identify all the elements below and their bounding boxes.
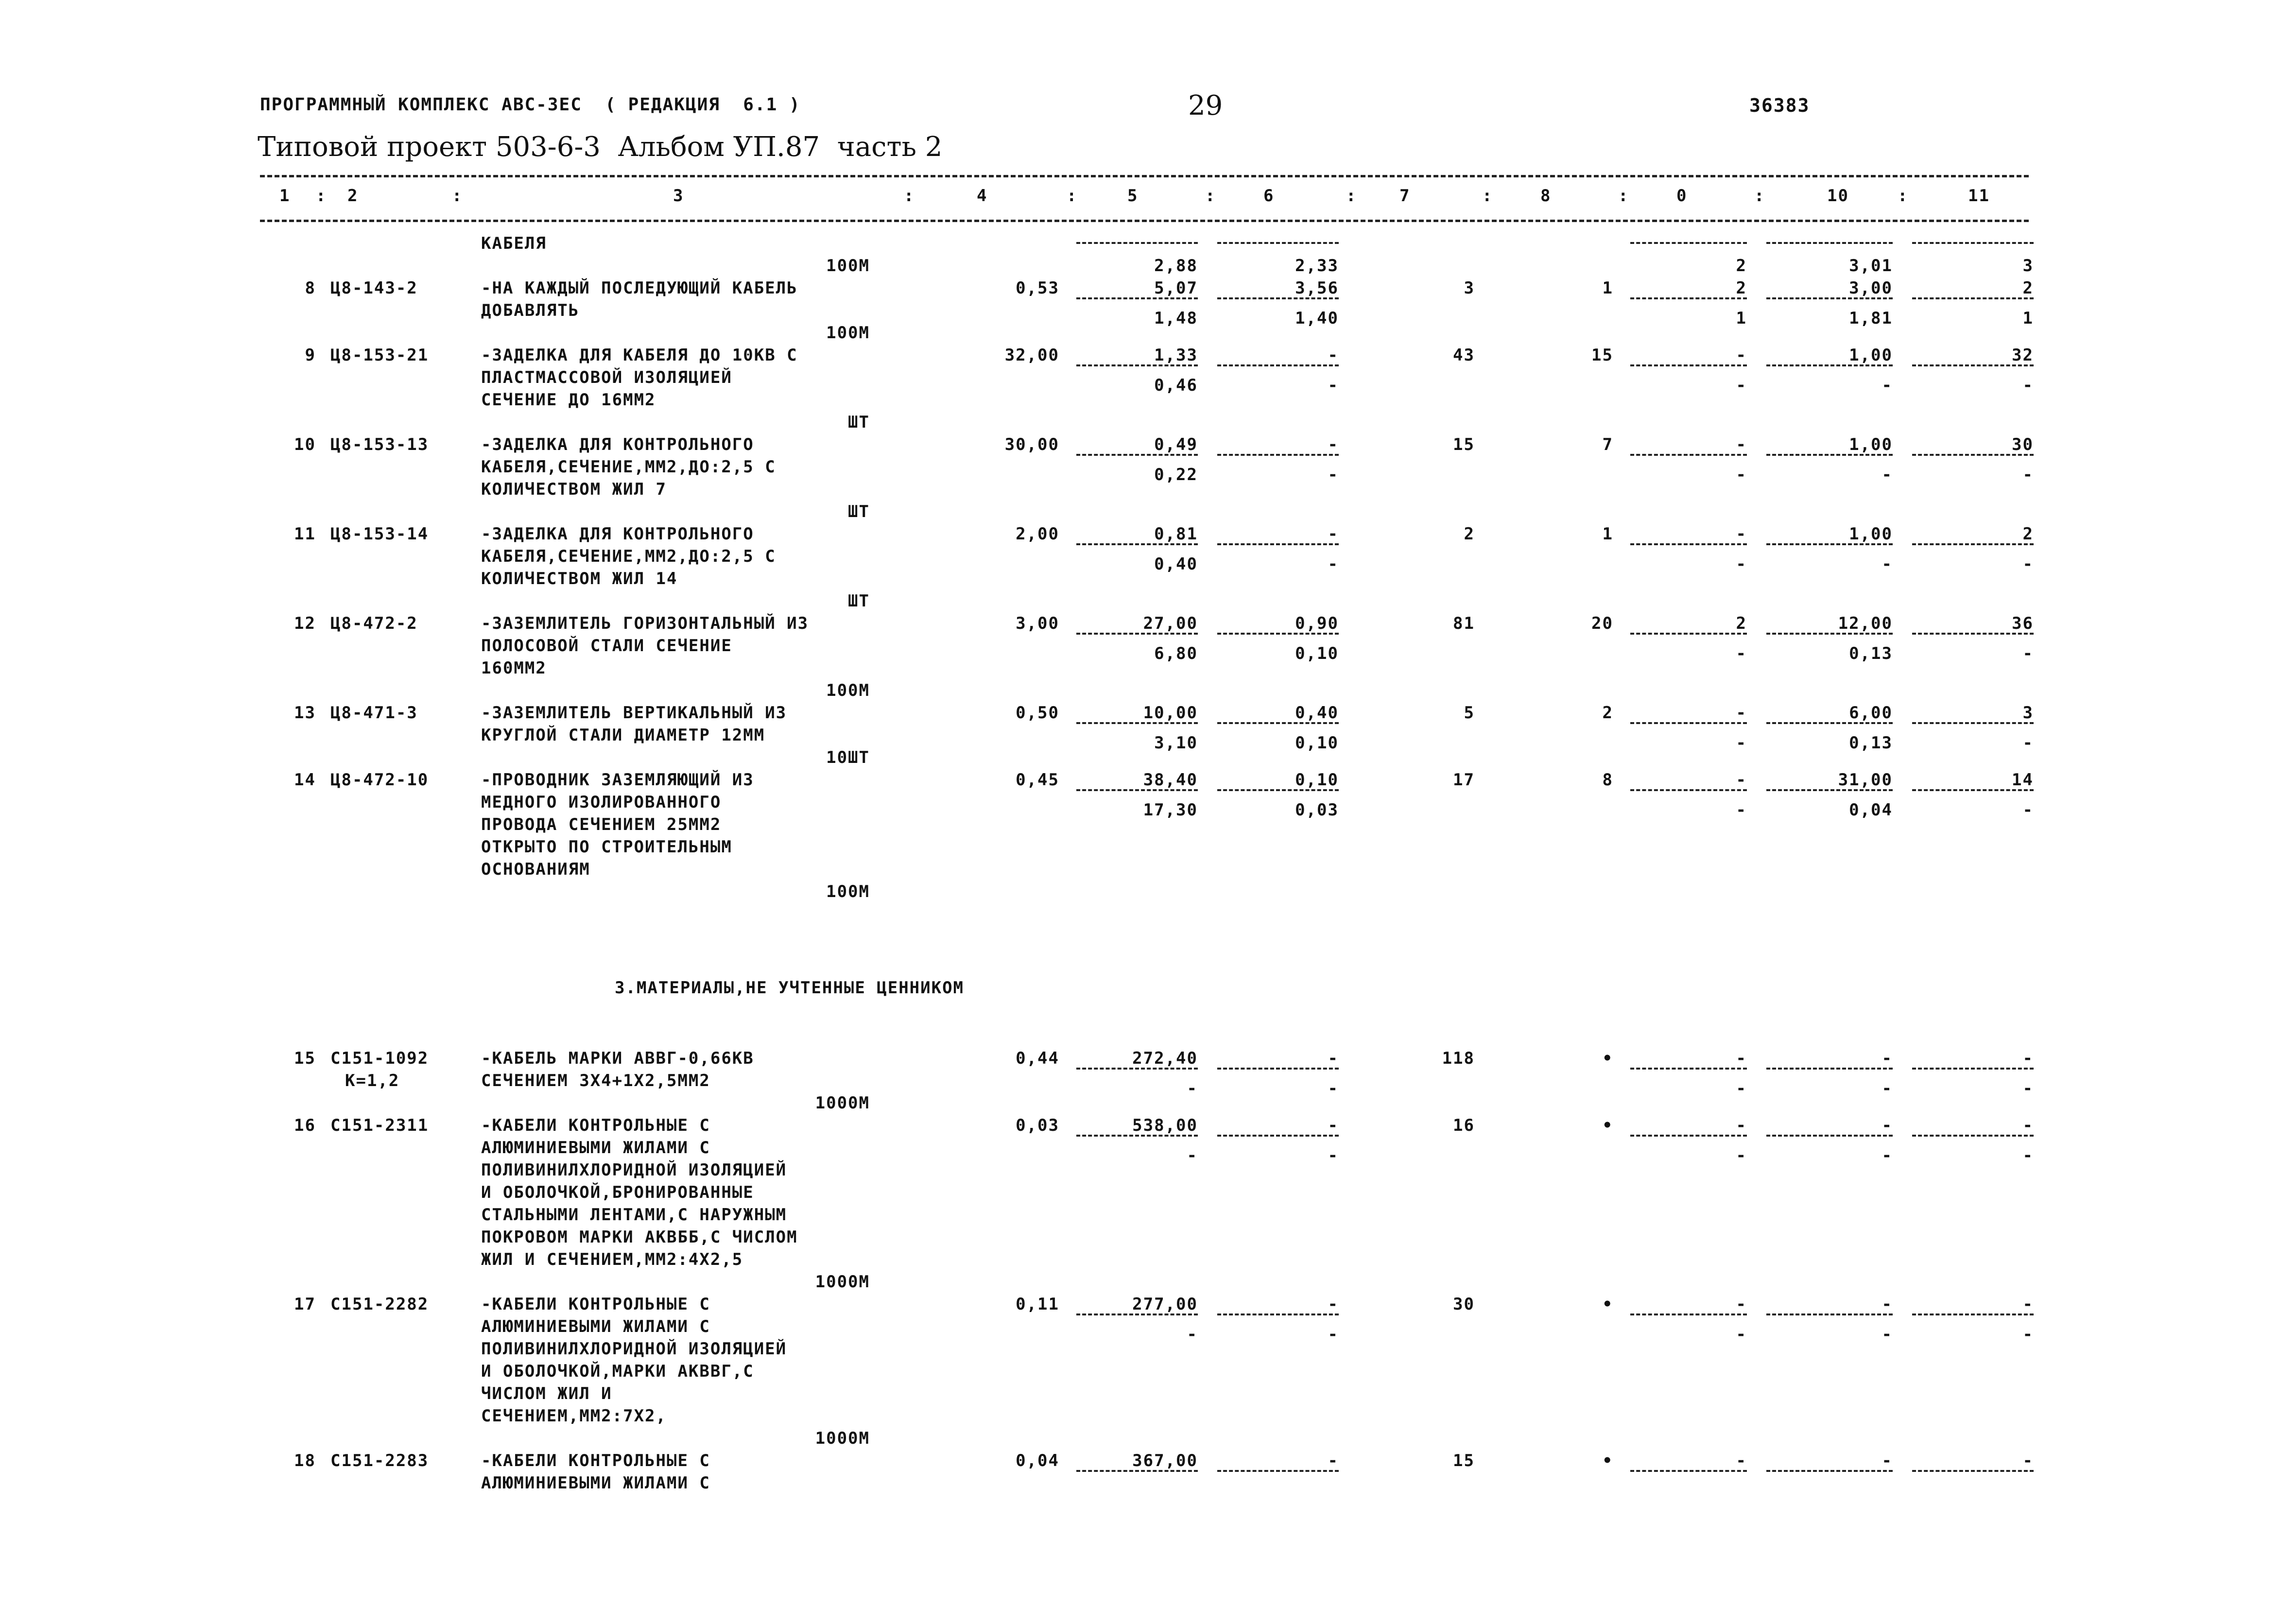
- cell-c11: -: [2022, 465, 2034, 485]
- row-description: СЕЧЕНИЕМ,ММ2:7Х2,: [481, 1406, 667, 1426]
- cell-c7: 2: [1464, 524, 1475, 544]
- row-description: -КАБЕЛЬ МАРКИ АВВГ-0,66КВ: [481, 1049, 754, 1068]
- row-description: МЕДНОГО ИЗОЛИРОВАННОГО: [481, 793, 722, 812]
- cell-separator: [1912, 633, 2034, 635]
- cell-c5: 27,00: [1143, 614, 1198, 633]
- cell-separator: [1766, 242, 1893, 244]
- cell-c8: 20: [1591, 614, 1613, 633]
- cell-c8: •: [1602, 1451, 1613, 1470]
- cell-c6: -: [1328, 1295, 1339, 1314]
- cell-c6: -: [1328, 1451, 1339, 1470]
- cell-c4: 30,00: [1004, 435, 1059, 454]
- cell-c6: 3,56: [1295, 278, 1339, 298]
- cell-c11: -: [2022, 644, 2034, 664]
- column-separator: :: [1618, 186, 1629, 206]
- row-description: -ЗАДЕЛКА ДЛЯ КОНТРОЛЬНОГО: [481, 524, 754, 544]
- row-code: Ц8-153-21: [330, 346, 429, 365]
- column-separator: :: [1482, 186, 1493, 206]
- cell-c8: 1: [1602, 524, 1613, 544]
- cell-separator: [1912, 364, 2034, 366]
- cell-separator: [1217, 242, 1339, 244]
- cell-c0: -: [1736, 770, 1747, 790]
- cell-c11: 32: [2012, 346, 2034, 365]
- row-number: 17: [294, 1295, 316, 1314]
- cell-c7: 5: [1464, 703, 1475, 723]
- cell-c4: 2,00: [1016, 524, 1059, 544]
- cell-c0: -: [1736, 1295, 1747, 1314]
- cell-c0: -: [1736, 346, 1747, 365]
- cell-separator: [1217, 633, 1339, 635]
- cell-c10: -: [1882, 1049, 1893, 1068]
- cell-c5: 2,88: [1154, 256, 1198, 276]
- cell-c10: -: [1882, 376, 1893, 396]
- row-code: С151-2311: [330, 1116, 429, 1135]
- cell-c10: 3,00: [1849, 278, 1893, 298]
- row-number: 11: [294, 524, 316, 544]
- cell-separator: [1217, 1470, 1339, 1472]
- cell-c11: -: [2022, 554, 2034, 574]
- cell-separator: [1217, 454, 1339, 456]
- cell-c10: -: [1882, 1325, 1893, 1345]
- cell-c11: -: [2022, 1116, 2034, 1135]
- cell-c4: 0,03: [1016, 1116, 1059, 1135]
- cell-c7: 16: [1453, 1116, 1475, 1135]
- cell-c4: 0,11: [1016, 1295, 1059, 1314]
- cell-separator: [1912, 1068, 2034, 1070]
- cell-separator: [1217, 1068, 1339, 1070]
- row-unit: 1000М: [815, 1093, 870, 1113]
- project-title: Типовой проект 503-6-3 Альбом УП.87 часть 2: [258, 131, 943, 163]
- cell-c11: -: [2022, 800, 2034, 820]
- column-number: 3: [673, 186, 684, 206]
- row-description: КАБЕЛЯ,СЕЧЕНИЕ,ММ2,ДО:2,5 С: [481, 457, 776, 477]
- cell-c0: 2: [1736, 278, 1747, 298]
- cell-separator: [1217, 297, 1339, 299]
- column-number: 5: [1127, 186, 1139, 206]
- row-unit: 100М: [826, 882, 870, 901]
- row-code: Ц8-471-3: [330, 703, 418, 723]
- cell-c10: 3,01: [1849, 256, 1893, 276]
- cell-c7: 3: [1464, 278, 1475, 298]
- row-unit: ШТ: [848, 413, 870, 432]
- row-unit: ШТ: [848, 591, 870, 611]
- row-description: КАБЕЛЯ,СЕЧЕНИЕ,ММ2,ДО:2,5 С: [481, 547, 776, 566]
- row-number: 9: [305, 346, 316, 365]
- cell-c5: 6,80: [1154, 644, 1198, 664]
- cell-c5: 277,00: [1132, 1295, 1198, 1314]
- cell-c5: 3,10: [1154, 733, 1198, 753]
- row-description: -ПРОВОДНИК ЗАЗЕМЛЯЮЩИЙ ИЗ: [481, 770, 754, 790]
- cell-c6: -: [1328, 554, 1339, 574]
- row-code: Ц8-472-2: [330, 614, 418, 633]
- row-description: ЖИЛ И СЕЧЕНИЕМ,ММ2:4Х2,5: [481, 1250, 743, 1269]
- cell-c4: 32,00: [1004, 346, 1059, 365]
- row-unit: 100М: [826, 256, 870, 276]
- cell-c10: 0,13: [1849, 733, 1893, 753]
- cell-c11: -: [2022, 1295, 2034, 1314]
- cell-c0: 2: [1736, 256, 1747, 276]
- row-description: -КАБЕЛИ КОНТРОЛЬНЫЕ С: [481, 1116, 710, 1135]
- row-description: ПОЛИВИНИЛХЛОРИДНОЙ ИЗОЛЯЦИЕЙ: [481, 1339, 787, 1359]
- row-description: СЕЧЕНИЕМ 3Х4+1Х2,5ММ2: [481, 1071, 710, 1090]
- cell-c8: •: [1602, 1049, 1613, 1068]
- cell-c6: 0,10: [1295, 770, 1339, 790]
- cell-c0: -: [1736, 703, 1747, 723]
- row-description: ПОЛИВИНИЛХЛОРИДНОЙ ИЗОЛЯЦИЕЙ: [481, 1160, 787, 1180]
- column-number: 6: [1263, 186, 1275, 206]
- cell-c7: 43: [1453, 346, 1475, 365]
- cell-c8: 1: [1602, 278, 1613, 298]
- cell-c6: -: [1328, 524, 1339, 544]
- cell-c6: 0,03: [1295, 800, 1339, 820]
- cell-c11: 3: [2022, 256, 2034, 276]
- cell-separator: [1076, 242, 1198, 244]
- cell-c0: -: [1736, 1079, 1747, 1099]
- row-description: И ОБОЛОЧКОЙ,МАРКИ АКВВГ,С: [481, 1362, 754, 1381]
- document-code: 36383: [1749, 95, 1810, 116]
- column-number: 0: [1676, 186, 1688, 206]
- cell-c6: 0,10: [1295, 733, 1339, 753]
- cell-c5: 0,40: [1154, 554, 1198, 574]
- cell-separator: [1912, 297, 2034, 299]
- cell-c10: -: [1882, 1116, 1893, 1135]
- row-unit: 10ШТ: [826, 748, 870, 767]
- row-description: -ЗАДЕЛКА ДЛЯ КАБЕЛЯ ДО 10КВ С: [481, 346, 798, 365]
- cell-separator: [1912, 1135, 2034, 1137]
- cell-c5: 272,40: [1132, 1049, 1198, 1068]
- row-description: ПОЛОСОВОЙ СТАЛИ СЕЧЕНИЕ: [481, 636, 732, 656]
- cell-c10: -: [1882, 1146, 1893, 1166]
- row-description: -НА КАЖДЫЙ ПОСЛЕДУЮЩИЙ КАБЕЛЬ: [481, 278, 798, 298]
- row-description: ЧИСЛОМ ЖИЛ И: [481, 1384, 612, 1403]
- column-separator: :: [1346, 186, 1357, 206]
- row-code: Ц8-153-13: [330, 435, 429, 454]
- row-description: И ОБОЛОЧКОЙ,БРОНИРОВАННЫЕ: [481, 1183, 754, 1202]
- row-description: -ЗАЗЕМЛИТЕЛЬ ВЕРТИКАЛЬНЫЙ ИЗ: [481, 703, 787, 723]
- row-code: С151-1092: [330, 1049, 429, 1068]
- row-description: -КАБЕЛИ КОНТРОЛЬНЫЕ С: [481, 1295, 710, 1314]
- cell-c5: 5,07: [1154, 278, 1198, 298]
- cell-c0: -: [1736, 733, 1747, 753]
- row-unit: 100М: [826, 323, 870, 343]
- cell-c7: 118: [1442, 1049, 1475, 1068]
- cell-c7: 30: [1453, 1295, 1475, 1314]
- cell-c8: •: [1602, 1295, 1613, 1314]
- cell-c6: -: [1328, 1049, 1339, 1068]
- cell-c11: -: [2022, 1451, 2034, 1470]
- cell-c5: 1,48: [1154, 309, 1198, 328]
- cell-separator: [1912, 1470, 2034, 1472]
- cell-c6: 0,10: [1295, 644, 1339, 664]
- cell-separator: [1217, 789, 1339, 791]
- row-description: 160ММ2: [481, 658, 547, 678]
- cell-c10: -: [1882, 465, 1893, 485]
- cell-c10: 6,00: [1849, 703, 1893, 723]
- cell-c0: -: [1736, 1325, 1747, 1345]
- cell-c11: 36: [2012, 614, 2034, 633]
- row-description: АЛЮМИНИЕВЫМИ ЖИЛАМИ С: [481, 1317, 710, 1336]
- cell-c5: 538,00: [1132, 1116, 1198, 1135]
- cell-c10: 0,13: [1849, 644, 1893, 664]
- row-unit: 1000М: [815, 1272, 870, 1292]
- cell-c11: -: [2022, 1079, 2034, 1099]
- row-description: -ЗАЗЕМЛИТЕЛЬ ГОРИЗОНТАЛЬНЫЙ ИЗ: [481, 614, 809, 633]
- cell-c6: -: [1328, 1079, 1339, 1099]
- row-description: -ЗАДЕЛКА ДЛЯ КОНТРОЛЬНОГО: [481, 435, 754, 454]
- column-number: 4: [977, 186, 988, 206]
- row-description: КОЛИЧЕСТВОМ ЖИЛ 14: [481, 569, 678, 588]
- row-description: ОСНОВАНИЯМ: [481, 860, 590, 879]
- row-code: Ц8-143-2: [330, 278, 418, 298]
- cell-c11: -: [2022, 733, 2034, 753]
- row-code: Ц8-472-10: [330, 770, 429, 790]
- cell-c10: 1,00: [1849, 524, 1893, 544]
- cell-c6: 0,40: [1295, 703, 1339, 723]
- cell-c4: 0,45: [1016, 770, 1059, 790]
- cell-c5: 10,00: [1143, 703, 1198, 723]
- cell-c6: 0,90: [1295, 614, 1339, 633]
- cell-separator: [1912, 722, 2034, 724]
- row-description: -КАБЕЛИ КОНТРОЛЬНЫЕ С: [481, 1451, 710, 1470]
- row-number: 15: [294, 1049, 316, 1068]
- cell-c8: •: [1602, 1116, 1613, 1135]
- row-number: 12: [294, 614, 316, 633]
- row-code: Ц8-153-14: [330, 524, 429, 544]
- row-code: С151-2283: [330, 1451, 429, 1470]
- row-description: КОЛИЧЕСТВОМ ЖИЛ 7: [481, 480, 667, 499]
- row-unit: 100М: [826, 681, 870, 700]
- row-description: СЕЧЕНИЕ ДО 16ММ2: [481, 390, 656, 410]
- cell-c11: 14: [2012, 770, 2034, 790]
- row-number: 8: [305, 278, 316, 298]
- cell-c0: -: [1736, 376, 1747, 396]
- cell-c4: 0,04: [1016, 1451, 1059, 1470]
- cell-c10: -: [1882, 1295, 1893, 1314]
- cell-c7: 17: [1453, 770, 1475, 790]
- column-number: 2: [347, 186, 359, 206]
- cell-c6: -: [1328, 465, 1339, 485]
- cell-c4: 0,50: [1016, 703, 1059, 723]
- cell-separator: [1912, 1313, 2034, 1315]
- cell-c5: 367,00: [1132, 1451, 1198, 1470]
- cell-c4: 0,44: [1016, 1049, 1059, 1068]
- cell-separator: [1217, 543, 1339, 545]
- row-code: С151-2282: [330, 1295, 429, 1314]
- row-number: 18: [294, 1451, 316, 1470]
- column-separator: :: [316, 186, 327, 206]
- cell-c6: -: [1328, 1146, 1339, 1166]
- cell-c0: -: [1736, 644, 1747, 664]
- cell-c10: -: [1882, 554, 1893, 574]
- cell-c11: 2: [2022, 524, 2034, 544]
- cell-c10: 1,00: [1849, 346, 1893, 365]
- cell-separator: [1912, 543, 2034, 545]
- row-number: 14: [294, 770, 316, 790]
- row-unit: ШТ: [848, 502, 870, 521]
- cell-c5: 0,81: [1154, 524, 1198, 544]
- program-title: ПРОГРАММНЫЙ КОМПЛЕКС АВС-3ЕС ( РЕДАКЦИЯ 6.1 ): [260, 95, 801, 115]
- row-code-coef: К=1,2: [345, 1071, 400, 1090]
- cell-c10: 0,04: [1849, 800, 1893, 820]
- cell-c7: 81: [1453, 614, 1475, 633]
- cell-c4: 3,00: [1016, 614, 1059, 633]
- column-separator: :: [904, 186, 915, 206]
- row-description: АЛЮМИНИЕВЫМИ ЖИЛАМИ С: [481, 1473, 710, 1493]
- cell-c5: 38,40: [1143, 770, 1198, 790]
- cell-c10: 1,81: [1849, 309, 1893, 328]
- cell-c11: 30: [2012, 435, 2034, 454]
- cell-c11: -: [2022, 1049, 2034, 1068]
- cell-separator: [1217, 1135, 1339, 1137]
- cell-c10: -: [1882, 1451, 1893, 1470]
- column-number: 7: [1399, 186, 1411, 206]
- cell-c7: 15: [1453, 1451, 1475, 1470]
- header-top-rule: [260, 175, 2029, 177]
- cell-c0: -: [1736, 554, 1747, 574]
- row-description: ОТКРЫТО ПО СТРОИТЕЛЬНЫМ: [481, 837, 732, 857]
- cell-c0: -: [1736, 465, 1747, 485]
- column-number: 1: [279, 186, 291, 206]
- cell-c0: -: [1736, 524, 1747, 544]
- cell-c6: -: [1328, 1325, 1339, 1345]
- cell-c0: -: [1736, 435, 1747, 454]
- page-number: 29: [1188, 90, 1223, 121]
- header-bottom-rule: [260, 220, 2029, 222]
- cell-c0: -: [1736, 1049, 1747, 1068]
- row-unit: 1000М: [815, 1429, 870, 1448]
- cell-c0: -: [1736, 800, 1747, 820]
- cell-c5: 0,46: [1154, 376, 1198, 396]
- column-number: 10: [1827, 186, 1849, 206]
- cell-c8: 8: [1602, 770, 1613, 790]
- cell-c6: 2,33: [1295, 256, 1339, 276]
- column-separator: :: [1067, 186, 1078, 206]
- cell-c8: 15: [1591, 346, 1613, 365]
- cell-separator: [1217, 722, 1339, 724]
- cell-separator: [1630, 242, 1747, 244]
- cell-c8: 2: [1602, 703, 1613, 723]
- row-description: ПОКРОВОМ МАРКИ АКВББ,С ЧИСЛОМ: [481, 1227, 798, 1247]
- cell-c11: -: [2022, 376, 2034, 396]
- row-number: 16: [294, 1116, 316, 1135]
- row-description: КАБЕЛЯ: [481, 234, 547, 253]
- cell-separator: [1912, 242, 2034, 244]
- cell-c5: 1,33: [1154, 346, 1198, 365]
- cell-c5: -: [1187, 1325, 1198, 1345]
- cell-c6: -: [1328, 435, 1339, 454]
- cell-c11: -: [2022, 1325, 2034, 1345]
- cell-c7: 15: [1453, 435, 1475, 454]
- cell-c10: 12,00: [1838, 614, 1893, 633]
- cell-separator: [1912, 454, 2034, 456]
- cell-c10: -: [1882, 1079, 1893, 1099]
- cell-c11: 3: [2022, 703, 2034, 723]
- row-number: 10: [294, 435, 316, 454]
- cell-c4: 0,53: [1016, 278, 1059, 298]
- cell-c6: -: [1328, 346, 1339, 365]
- cell-c5: -: [1187, 1079, 1198, 1099]
- cell-c5: 17,30: [1143, 800, 1198, 820]
- cell-c0: 1: [1736, 309, 1747, 328]
- cell-c6: 1,40: [1295, 309, 1339, 328]
- row-number: 13: [294, 703, 316, 723]
- row-description: АЛЮМИНИЕВЫМИ ЖИЛАМИ С: [481, 1138, 710, 1158]
- column-separator: :: [1898, 186, 1909, 206]
- cell-c5: 0,49: [1154, 435, 1198, 454]
- cell-c0: -: [1736, 1116, 1747, 1135]
- cell-c11: -: [2022, 1146, 2034, 1166]
- cell-c8: 7: [1602, 435, 1613, 454]
- cell-c0: -: [1736, 1451, 1747, 1470]
- cell-separator: [1217, 1313, 1339, 1315]
- cell-c0: -: [1736, 1146, 1747, 1166]
- cell-c11: 2: [2022, 278, 2034, 298]
- column-number: 8: [1540, 186, 1552, 206]
- column-separator: :: [1754, 186, 1765, 206]
- row-description: ПЛАСТМАССОВОЙ ИЗОЛЯЦИЕЙ: [481, 368, 732, 387]
- cell-c0: 2: [1736, 614, 1747, 633]
- row-description: КРУГЛОЙ СТАЛИ ДИАМЕТР 12ММ: [481, 726, 765, 745]
- cell-c11: 1: [2022, 309, 2034, 328]
- cell-c10: 1,00: [1849, 435, 1893, 454]
- row-description: СТАЛЬНЫМИ ЛЕНТАМИ,С НАРУЖНЫМ: [481, 1205, 787, 1225]
- row-description: ДОБАВЛЯТЬ: [481, 301, 580, 320]
- cell-separator: [1912, 789, 2034, 791]
- cell-c5: -: [1187, 1146, 1198, 1166]
- row-description: ПРОВОДА СЕЧЕНИЕМ 25ММ2: [481, 815, 722, 834]
- cell-c6: -: [1328, 376, 1339, 396]
- section-title: 3.МАТЕРИАЛЫ,НЕ УЧТЕННЫЕ ЦЕННИКОМ: [615, 978, 965, 998]
- cell-c6: -: [1328, 1116, 1339, 1135]
- cell-c10: 31,00: [1838, 770, 1893, 790]
- column-number: 11: [1968, 186, 1990, 206]
- cell-separator: [1217, 364, 1339, 366]
- column-separator: :: [1205, 186, 1216, 206]
- column-separator: :: [452, 186, 463, 206]
- cell-c5: 0,22: [1154, 465, 1198, 485]
